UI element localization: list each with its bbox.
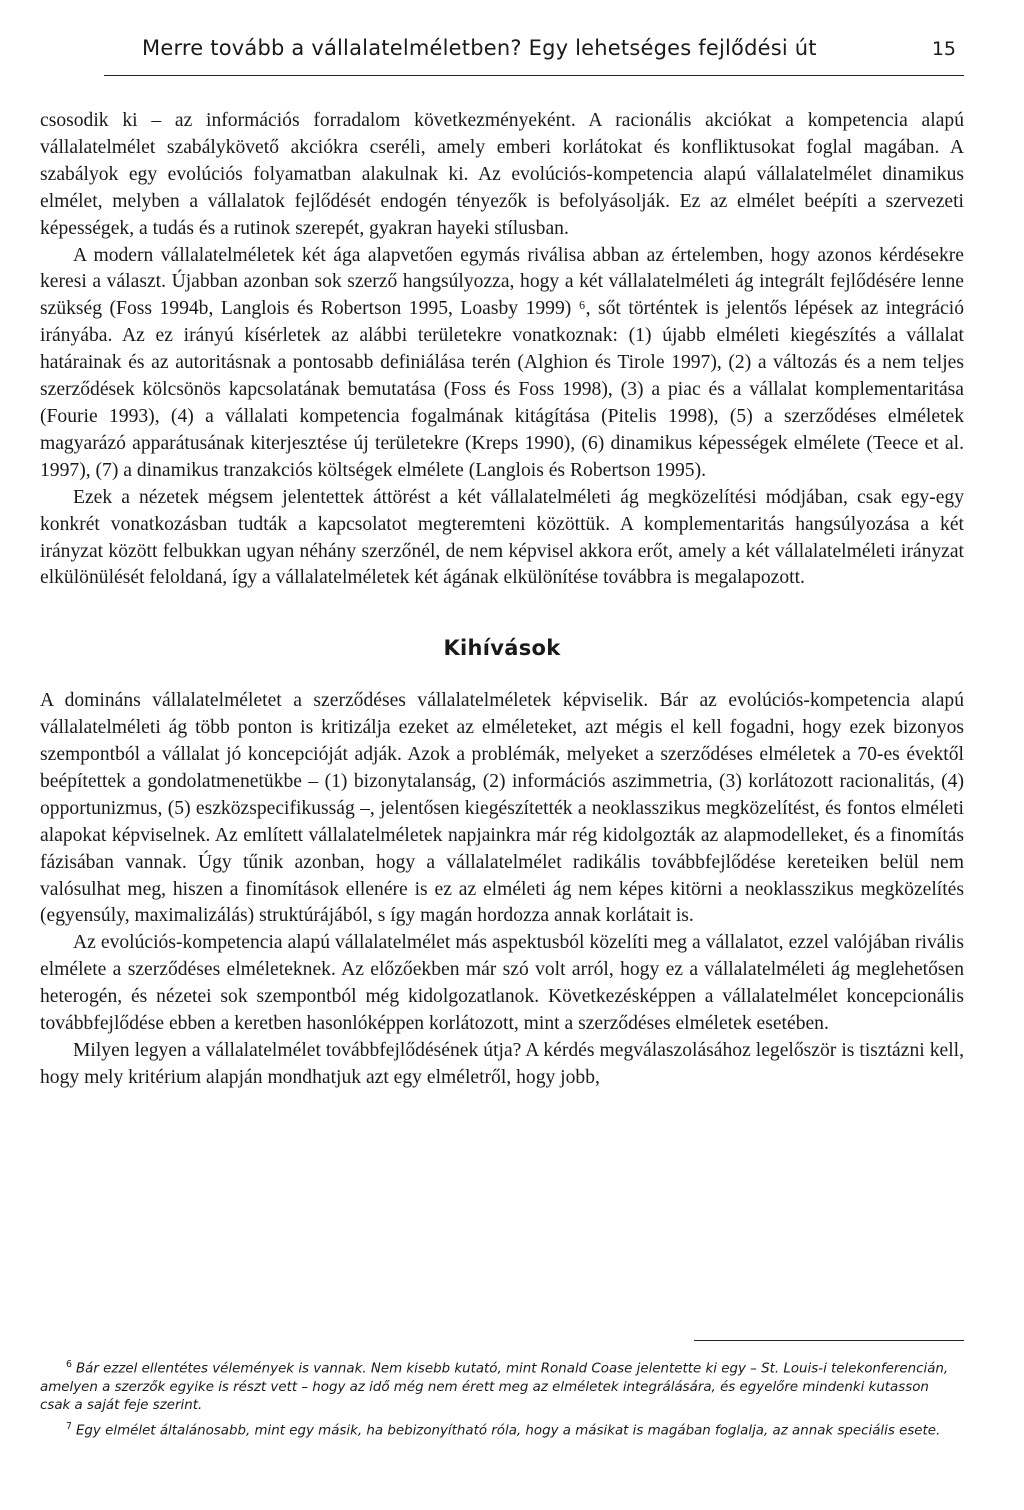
paragraph: Milyen legyen a vállalatelmélet továbbfejlődésének útja? A kérdés megválaszolásához legelőször is tisztázni kell, hogy mely kritérium alapján mondhatjuk azt egy elméletről, hogy jobb,: [40, 1040, 964, 1088]
header-rule: [104, 75, 964, 76]
paragraph: A domináns vállalatelméletet a szerződéses vállalatelméletek képviselik. Bár az evolúciós-kompetencia alapú vállalatelméleti ág több ponton is kritizálja ezeket az elméleteket, azt mégis el kell fogadni, hogy ezek bizonyos szempontból a vállalat jó koncepcióját adják. Azok a problémák, melyeket a szerződéses elméletek a 70-es évektől beépítettek a gondolatmenetükbe – (1) bizonytalanság, (2) információs aszimmetria, (3) korlátozott racionalitás, (4) opportunizmus, (5) eszközspecifikusság –, jelentősen kiegészítették a neoklasszikus megközelítést, és fontos elméleti alapokat képviselnek. Az említett vállalatelméletek napjainkra már rég kidolgozták az alapmodelleket, és a finomítás fázisában vannak. Úgy tűnik azonban, hogy a vállalatelmélet radikális továbbfejlődése kereteiken belül nem valósulhat meg, hiszen a finomítások ellenére is ez az elméleti ág nem képes kitörni a neoklasszikus megközelítés (egyensúly, maximalizálás) struktúrájából, s így magán hordozza annak korlátait is.: [40, 690, 964, 927]
section-heading: Kihívások: [443, 636, 561, 661]
footnote-text: Bár ezzel ellentétes vélemények is vannak. Nem kisebb kutató, mint Ronald Coase jelentette ki egy – St. Louis-i telekonferencián, amelyen a szerzők egyike is részt vett – hogy az idő még nem érett meg az elméletek integrálására, és egyelőre mindenki kutasson csak a saját feje szerint.: [40, 1361, 949, 1414]
page-number: 15: [931, 38, 956, 60]
footnote-mark: 6: [66, 1359, 72, 1370]
footnotes: [40, 1356, 960, 1441]
footnote-text: Egy elmélet általánosabb, mint egy másik, ha bebizonyítható róla, hogy a másikat is magában foglalja, az annak speciális esete.: [75, 1423, 941, 1439]
paragraph: A modern vállalatelméletek két ága alapvetően egymás riválisa abban az értelemben, hogy azonos kérdésekre keresi a választ. Újabban azonban sok szerző hangsúlyozza, hogy a két vállalatelméleti ág integrált fejlődésére lenne szükség (Foss 1994b, Langlois és Robertson 1995, Loasby 1999) ⁶, sőt történtek is jelentős lépések az integráció irányába. Az ez irányú kísérletek az alábbi területekre vonatkoznak: (1) újabb elméleti kiegészítés a vállalat határainak és az autoritásnak a pontosabb definiálása terén (Alghion és Tirole 1997), (2) a változás és a nem teljes szerződések kölcsönös kapcsolatának bemutatása (Foss és Foss 1998), (3) a piac és a vállalat komplementaritása (Fourie 1993), (4) a vállalati kompetencia fogalmának kitágítása (Pitelis 1998), (5) a szerződéses elméletek magyarázó apparátusának kiterjesztése új területekre (Kreps 1990), (6) dinamikus képességek elmélete (Teece et al. 1997), (7) a dinamikus tranzakciós költségek elmélete (Langlois és Robertson 1995).: [40, 244, 964, 481]
footnote: [40, 1356, 960, 1416]
paragraph: csosodik ki – az információs forradalom következményeként. A racionális akciókat a kompetencia alapú vállalatelmélet szabálykövető akciókra cseréli, amely emberi korlátokat és konfliktusokat foglal magában. A szabályok egy evolúciós folyamatban alakulnak ki. Az evolúciós-kompetencia alapú vállalatelmélet dinamikus elmélet, melyben a vállalatok fejlődését endogén tényezők is befolyásolják. Ez az elmélet beépíti a szervezeti képességek, a tudás és a rutinok szerepét, gyakran hayeki stílusban.: [40, 110, 964, 239]
running-title: Merre tovább a vállalatelméletben? Egy lehetséges fejlődési út: [142, 36, 817, 60]
footnote-mark: 7: [66, 1420, 72, 1432]
page-header: [40, 28, 964, 80]
paragraph: Az evolúciós-kompetencia alapú vállalatelmélet más aspektusból közelíti meg a vállalatot, ezzel valójában rivális elmélete a szerződéses elméleteknek. Az előzőekben már szó volt arról, hogy ez a vállalatelméleti ág meglehetősen heterogén, és nézetei sok szempontból még kidolgozatlanok. Következésképpen a vállalatelmélet koncepcionális továbbfejlődése ebben a keretben hasonlóképpen korlátozott, mint a szerződéses elméletek esetében.: [40, 932, 964, 1035]
footnote-rule: [694, 1340, 964, 1341]
footnote: [40, 1418, 960, 1441]
paragraph: Ezek a nézetek mégsem jelentettek áttörést a két vállalatelméleti ág megközelítési módjában, csak egy-egy konkrét vonatkozásban tudták a kapcsolatot megteremteni közöttük. A komplementaritás hangsúlyozása a két irányzat között felbukkan ugyan néhány szerzőnél, de nem képvisel akkora erőt, amely a két vállalatelméleti irányzat elkülönülését feloldaná, így a vállalatelméletek két ágának elkülönítése továbbra is megalapozott.: [40, 486, 964, 589]
main-text: [40, 108, 964, 1092]
